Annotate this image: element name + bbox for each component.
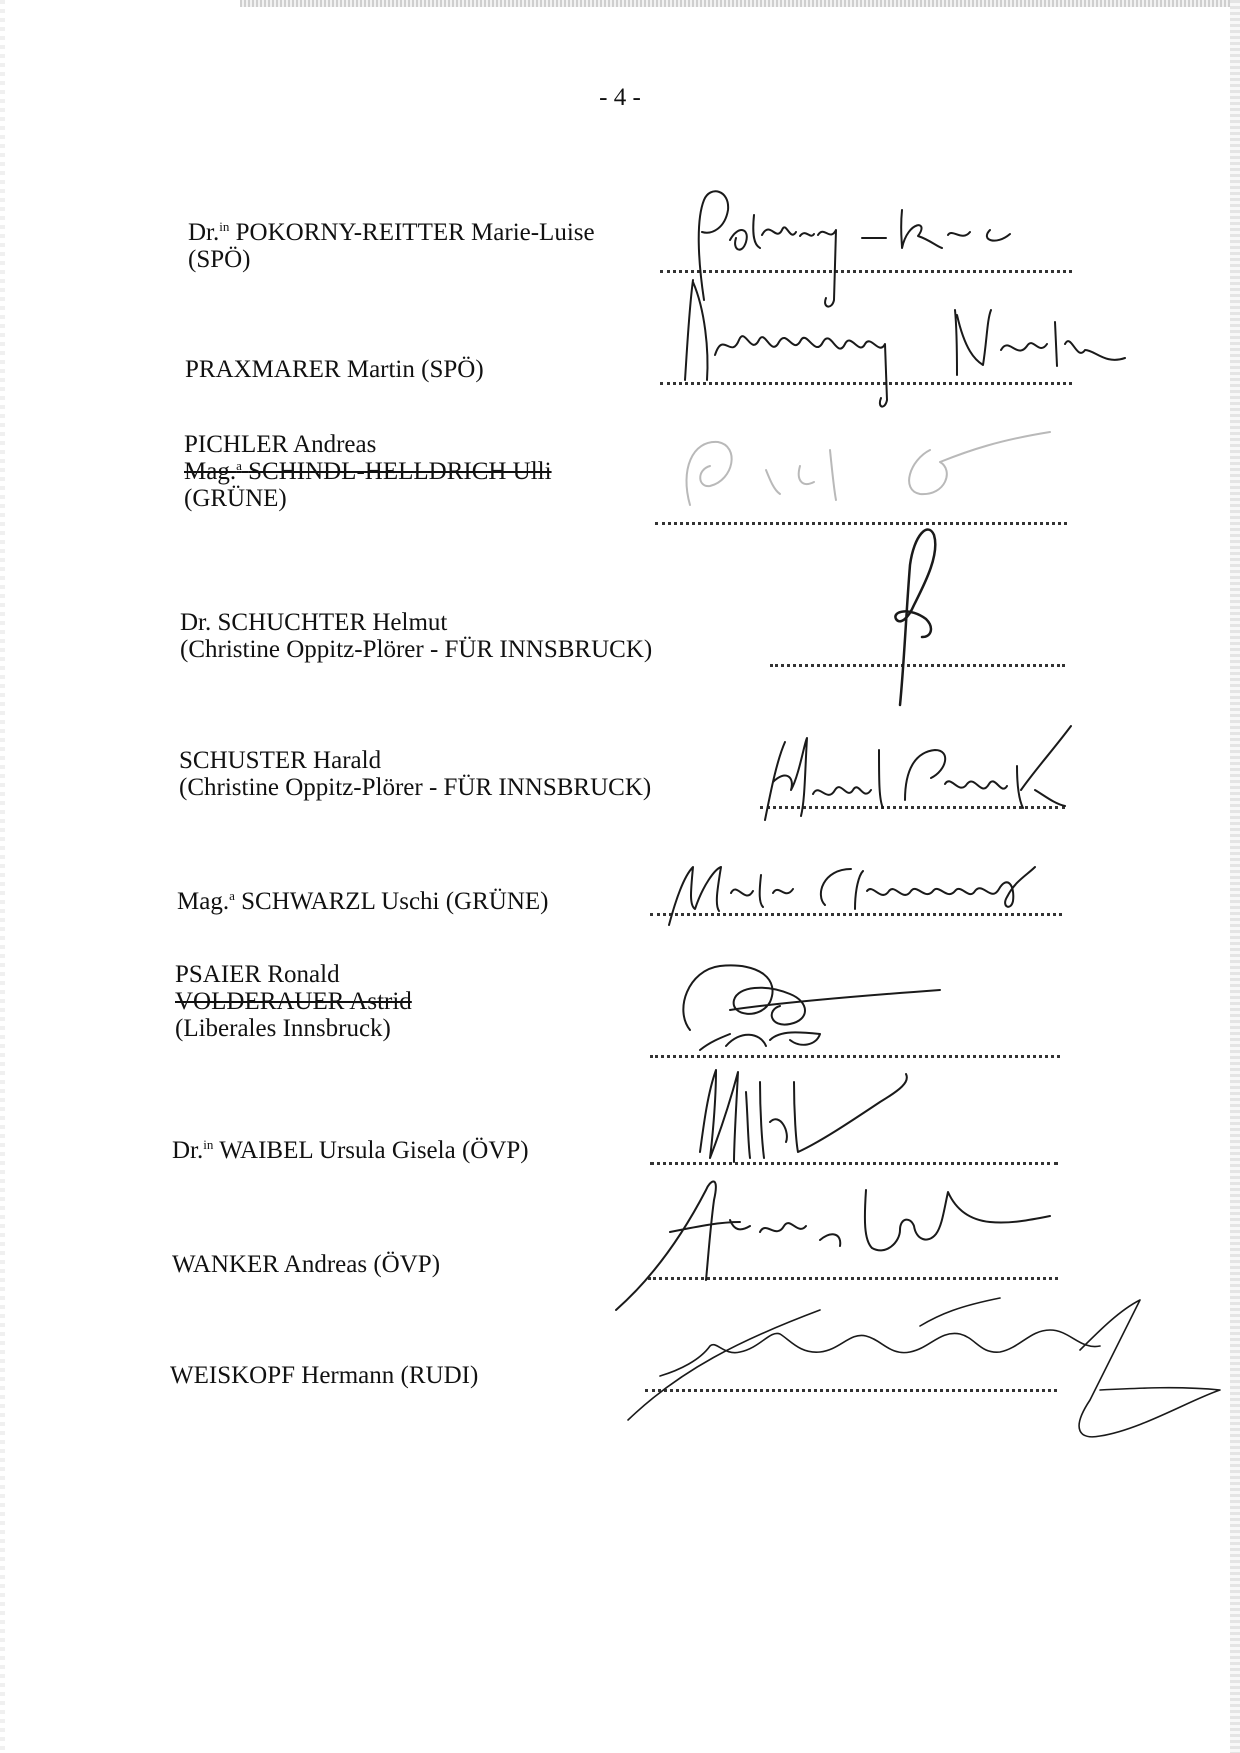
signatory-pokorny-reitter bbox=[188, 219, 595, 273]
signature-image bbox=[870, 515, 980, 715]
party-affiliation: (SPÖ) bbox=[188, 246, 251, 273]
struck-name: SCHINDL-HELLDRICH Ulli bbox=[248, 458, 552, 485]
scan-edge-top bbox=[240, 0, 1240, 7]
signatory-praxmarer bbox=[185, 356, 484, 383]
title-superscript: a bbox=[229, 888, 235, 903]
party-affiliation: (Christine Oppitz-Plörer - FÜR INNSBRUCK) bbox=[180, 636, 653, 663]
party-affiliation: (Christine Oppitz-Plörer - FÜR INNSBRUCK) bbox=[179, 774, 652, 801]
signatory-name: WANKER Andreas (ÖVP) bbox=[172, 1251, 441, 1278]
signatory-schuster bbox=[179, 747, 651, 801]
signatory-name: PRAXMARER Martin (SPÖ) bbox=[185, 356, 484, 383]
title-superscript: in bbox=[219, 219, 230, 234]
title-superscript: a bbox=[236, 458, 242, 473]
name-line bbox=[188, 219, 595, 246]
signatory-psaier bbox=[175, 961, 412, 1042]
signatory-name: PICHLER Andreas bbox=[184, 431, 377, 458]
struck-name-line bbox=[184, 458, 552, 485]
signatory-waibel bbox=[172, 1137, 529, 1164]
signatory-name: WAIBEL Ursula Gisela (ÖVP) bbox=[219, 1137, 529, 1164]
signature-image bbox=[655, 845, 1075, 935]
name-line bbox=[172, 1137, 529, 1164]
signatory-name: WEISKOPF Hermann (RUDI) bbox=[170, 1362, 479, 1389]
signatory-schwarzl bbox=[177, 888, 549, 915]
signatory-wanker bbox=[172, 1251, 440, 1278]
signatory-pichler bbox=[184, 431, 552, 512]
signatory-weiskopf bbox=[170, 1362, 478, 1389]
academic-title: Mag. bbox=[177, 888, 230, 915]
signatory-schuchter bbox=[180, 609, 652, 663]
signatory-name: SCHWARZL Uschi (GRÜNE) bbox=[241, 888, 549, 915]
title-superscript: in bbox=[203, 1137, 214, 1152]
signatory-name: PSAIER Ronald bbox=[175, 961, 340, 988]
struck-name: VOLDERAUER Astrid bbox=[175, 988, 412, 1015]
page-number: - 4 - bbox=[599, 84, 641, 111]
struck-academic-title: Mag. bbox=[184, 458, 237, 485]
signatory-name: SCHUSTER Harald bbox=[179, 747, 382, 774]
party-affiliation: (GRÜNE) bbox=[184, 485, 287, 512]
scan-edge-right bbox=[1230, 0, 1240, 1753]
signature-image bbox=[670, 950, 960, 1060]
signature-image bbox=[665, 270, 1145, 420]
signature-image bbox=[755, 720, 1085, 830]
academic-title: Dr. bbox=[172, 1137, 204, 1164]
academic-title: Dr. bbox=[188, 219, 220, 246]
signatory-name: POKORNY-REITTER Marie-Luise bbox=[235, 219, 595, 246]
name-line bbox=[177, 888, 549, 915]
scan-edge-left bbox=[0, 0, 5, 1753]
party-affiliation: (Liberales Innsbruck) bbox=[175, 1015, 391, 1042]
signature-image bbox=[620, 1290, 1230, 1450]
signatory-name: Dr. SCHUCHTER Helmut bbox=[180, 609, 448, 636]
